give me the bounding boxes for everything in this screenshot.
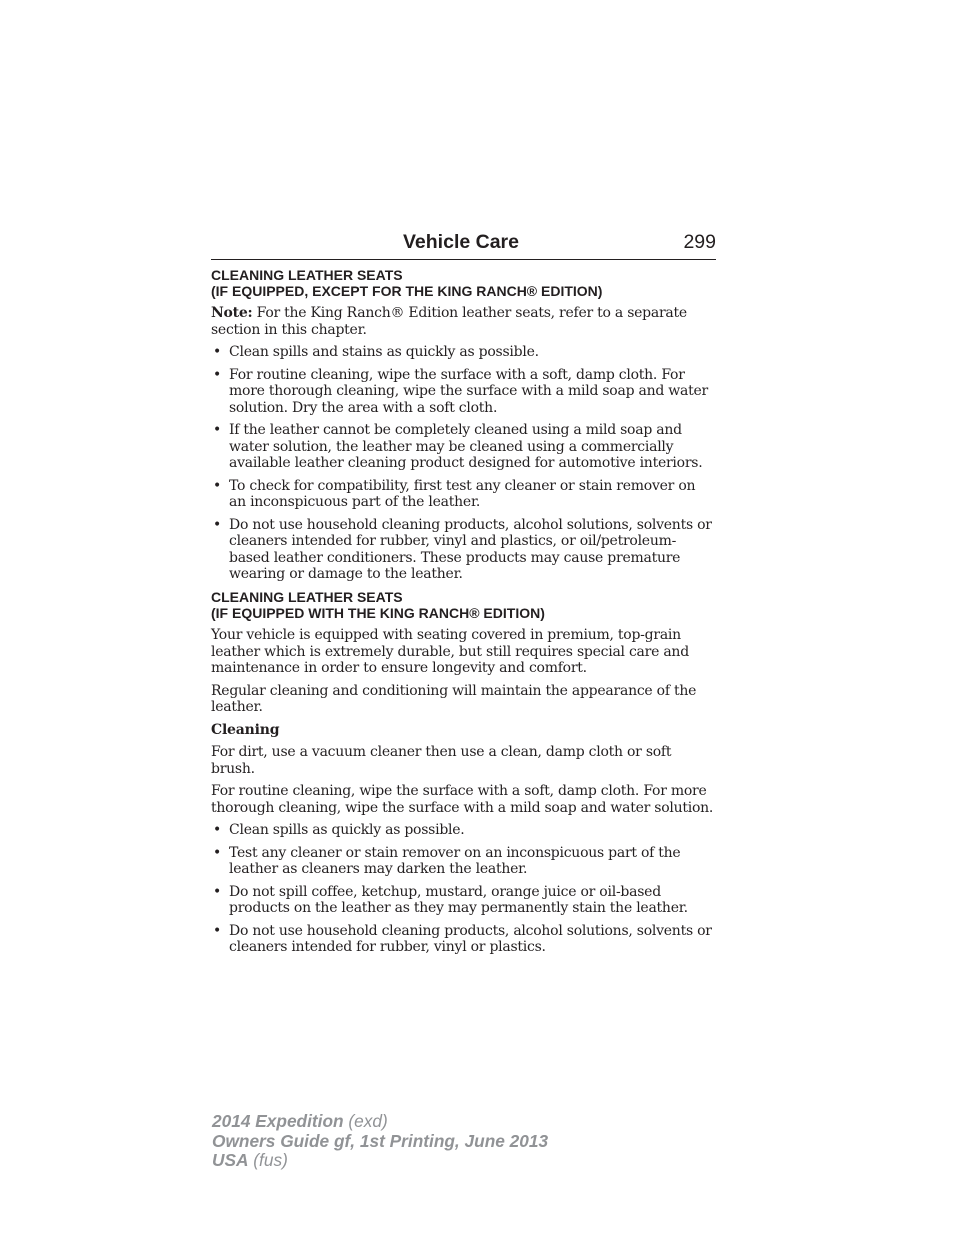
list-item — [211, 884, 716, 917]
list-item — [211, 923, 716, 956]
bullet-icon: • — [213, 844, 222, 861]
page-number: 299 — [683, 231, 716, 253]
body-paragraph: For routine cleaning, wipe the surface with a soft, damp cloth. For more thorough cleaning, wipe the surface with a mild soap and water solution. — [211, 783, 714, 816]
footer-market-code: (fus) — [248, 1150, 288, 1170]
footer-line — [212, 1112, 548, 1132]
section-leather-seats-king-ranch — [211, 590, 716, 962]
page-footer — [212, 1112, 548, 1171]
bullet-icon: • — [213, 344, 222, 360]
bullet-icon: • — [213, 422, 222, 438]
list-item-text: Test any cleaner or stain remover on an inconspicuous part of the leather as cleaners may darken the leather. — [229, 844, 681, 877]
heading-line: CLEANING LEATHER SEATS — [211, 267, 403, 283]
section-heading — [211, 590, 716, 621]
heading-line: (IF EQUIPPED, EXCEPT FOR THE KING RANCH® EDITION) — [211, 282, 603, 299]
bullet-icon: • — [213, 922, 222, 939]
footer-model-code: (exd) — [343, 1111, 388, 1131]
section-leather-seats-standard — [211, 268, 716, 589]
list-item — [211, 478, 716, 511]
footer-printing: Owners Guide gf, 1st Printing, June 2013 — [212, 1130, 549, 1151]
footer-market: USA — [212, 1150, 249, 1170]
subheading-cleaning: Cleaning — [211, 721, 280, 738]
footer-line — [212, 1151, 548, 1171]
page-header — [211, 229, 716, 260]
bullet-list — [211, 344, 716, 583]
bullet-icon: • — [213, 822, 222, 838]
bullet-list — [211, 822, 716, 956]
list-item-text: Do not spill coffee, ketchup, mustard, orange juice or oil-based products on the leather as they may permanently stain the leather. — [229, 883, 688, 916]
list-item-text: If the leather cannot be completely cleaned using a mild soap and water solution, the leather may be cleaned using a commercially available leather cleaning product designed for automotive interiors. — [229, 422, 703, 471]
section-title: Vehicle Care — [403, 231, 519, 253]
bullet-icon: • — [213, 477, 222, 494]
list-item-text: Clean spills as quickly as possible. — [229, 822, 465, 838]
list-item — [211, 422, 716, 472]
body-paragraph: Your vehicle is equipped with seating covered in premium, top-grain leather which is extremely durable, but still requires special care and maintenance in order to ensure longevity and comfort. — [211, 627, 689, 676]
bullet-icon: • — [213, 883, 222, 900]
note-label: Note: — [211, 305, 253, 321]
body-paragraph: For dirt, use a vacuum cleaner then use a clean, damp cloth or soft brush. — [211, 744, 672, 777]
list-item — [211, 517, 716, 583]
note-paragraph — [211, 305, 716, 338]
section-heading — [211, 268, 716, 299]
list-item-text: For routine cleaning, wipe the surface with a soft, damp cloth. For more thorough cleaning, wipe the surface with a mild soap and water solution. Dry the area with a soft cloth. — [229, 366, 708, 416]
list-item — [211, 845, 716, 878]
footer-line — [212, 1132, 548, 1152]
body-paragraph: Regular cleaning and conditioning will maintain the appearance of the leather. — [211, 682, 697, 715]
list-item — [211, 822, 716, 839]
footer-model: 2014 Expedition — [212, 1111, 344, 1131]
bullet-icon: • — [213, 516, 222, 533]
list-item — [211, 344, 716, 361]
list-item-text: Do not use household cleaning products, alcohol solutions, solvents or cleaners intended for rubber, vinyl and plastics, or oil/petroleum-based leather conditioners. These products may cause premature wearing or damage to the leather. — [229, 516, 712, 582]
heading-line: CLEANING LEATHER SEATS — [211, 589, 403, 605]
list-item-text: Do not use household cleaning products, alcohol solutions, solvents or cleaners intended for rubber, vinyl or plastics. — [229, 922, 712, 955]
heading-line: (IF EQUIPPED WITH THE KING RANCH® EDITION) — [211, 604, 545, 621]
list-item-text: Clean spills and stains as quickly as possible. — [229, 344, 539, 360]
bullet-icon: • — [213, 366, 222, 383]
list-item — [211, 367, 716, 417]
list-item-text: To check for compatibility, first test any cleaner or stain remover on an inconspicuous part of the leather. — [229, 477, 696, 510]
note-text: For the King Ranch® Edition leather seats, refer to a separate section in this chapter. — [211, 305, 687, 338]
